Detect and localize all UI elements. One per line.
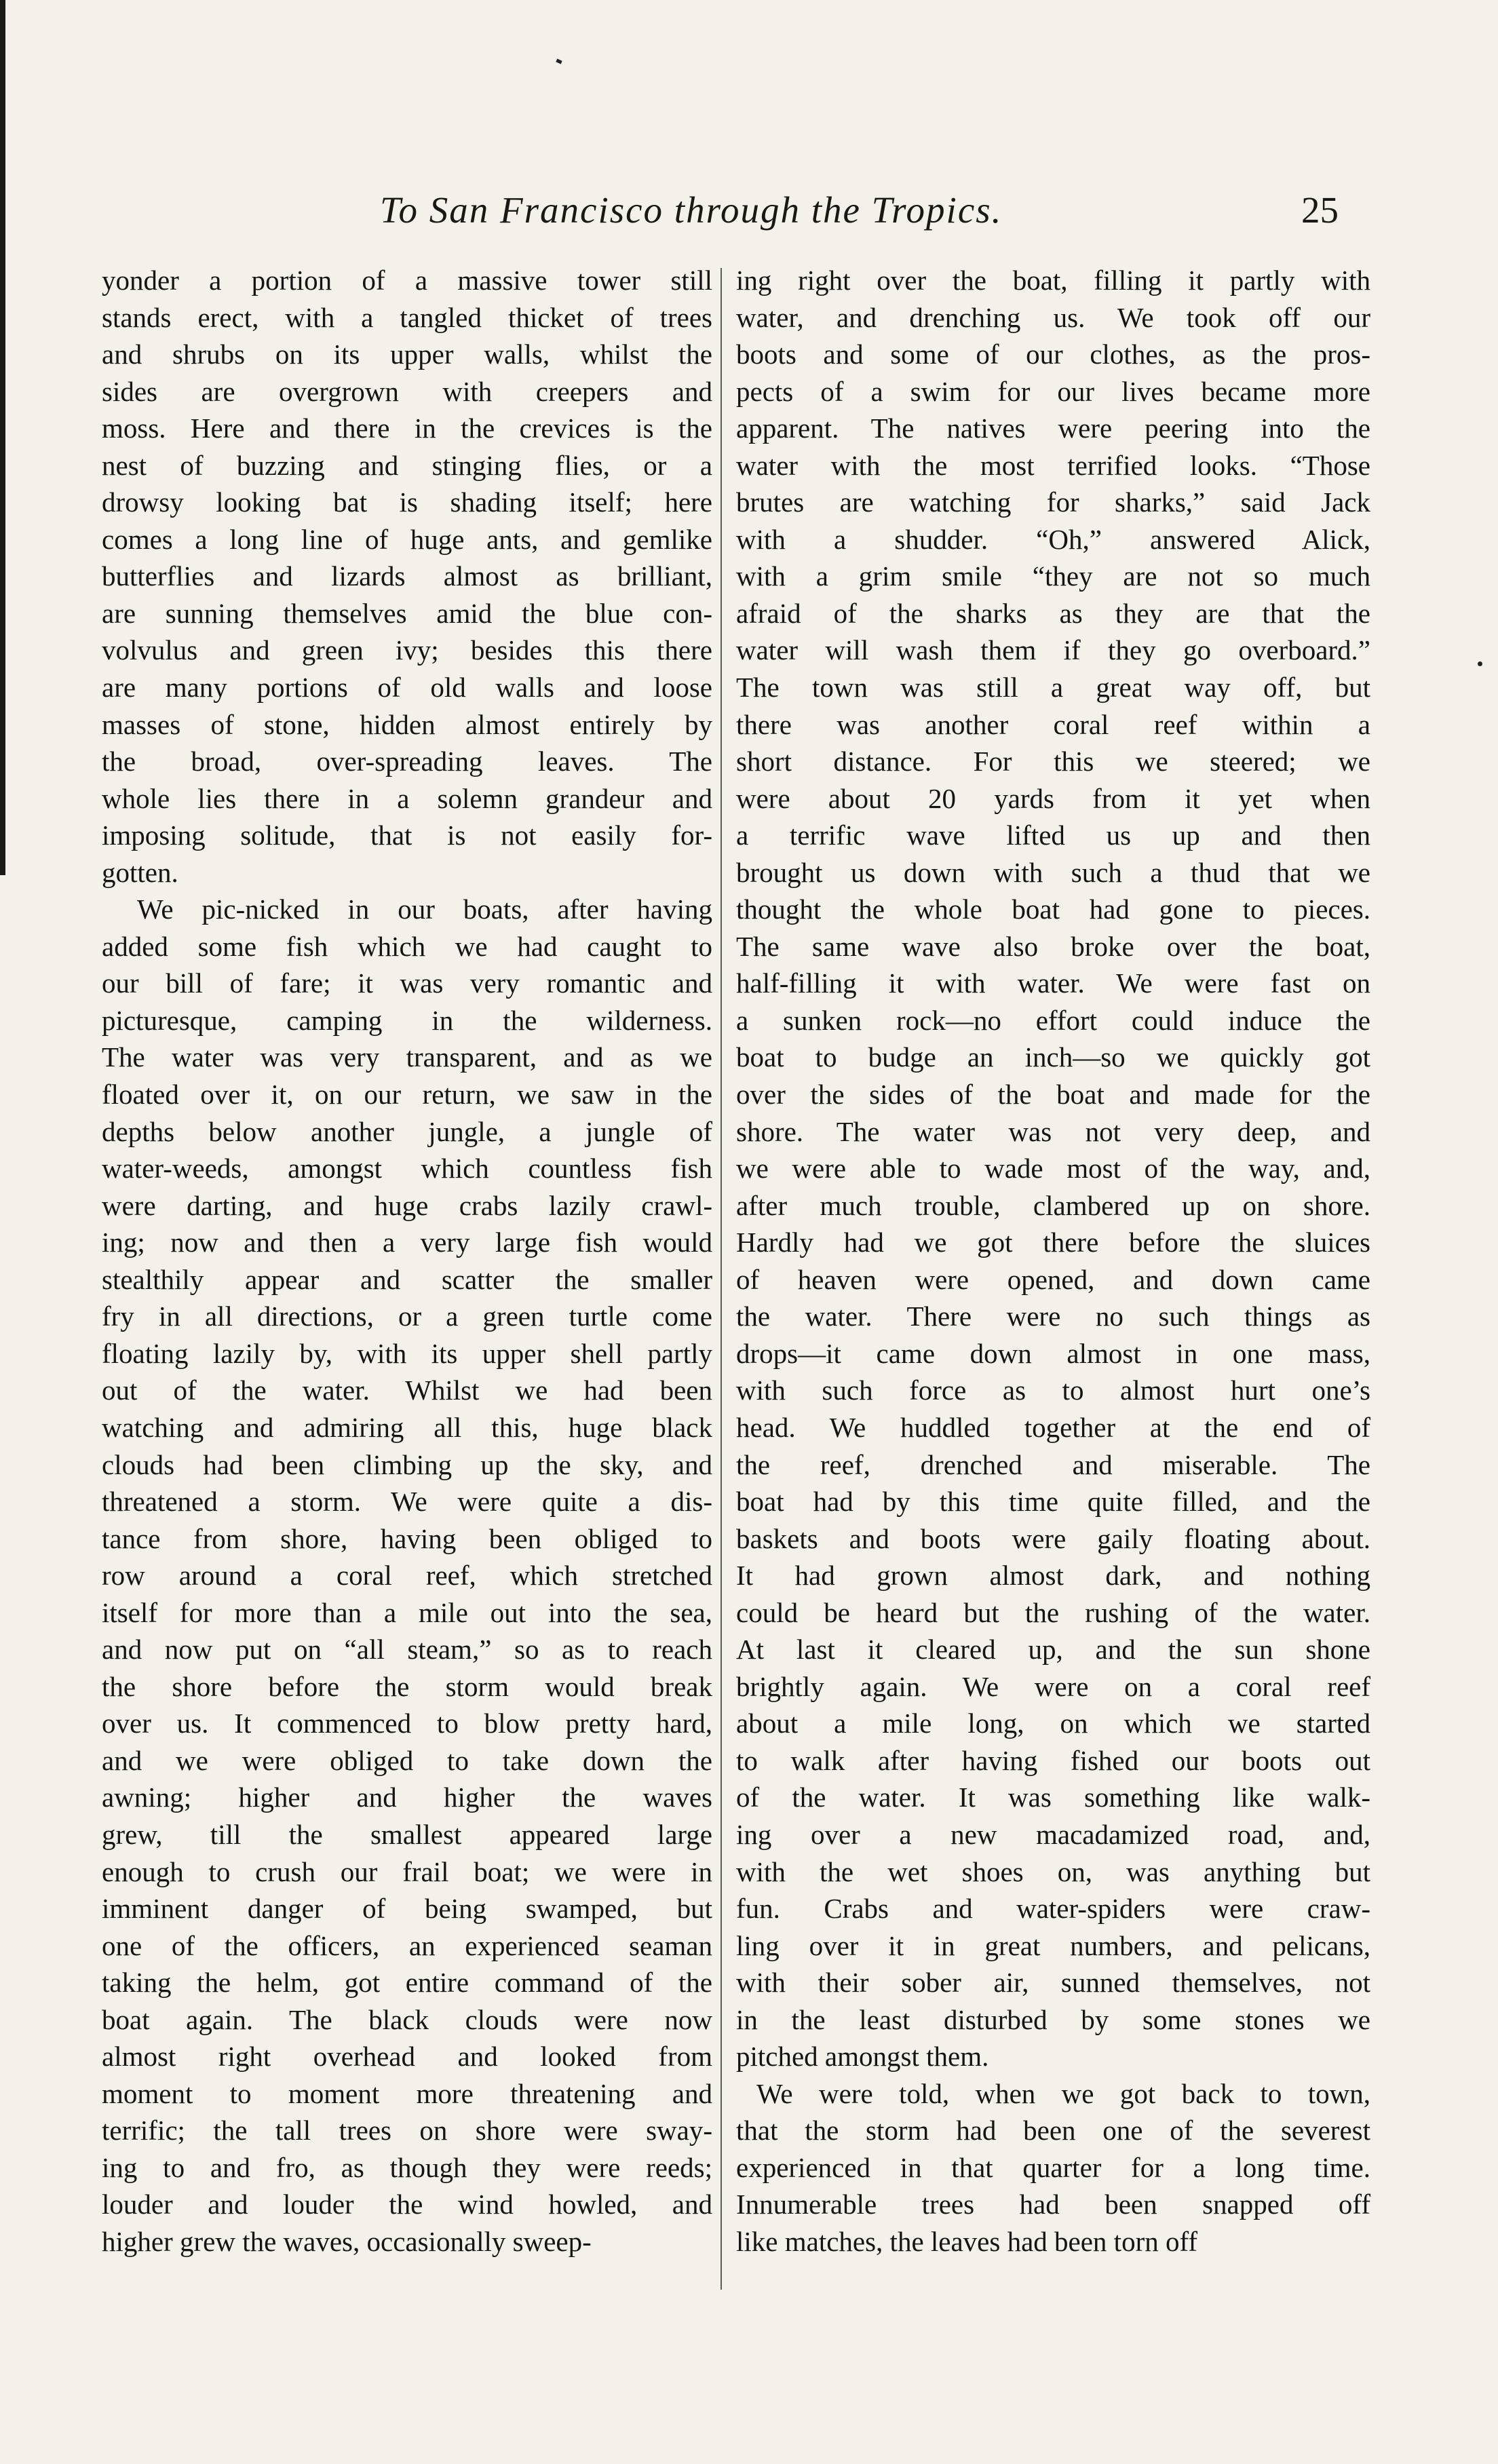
text-line: of the water. It was something like walk- — [736, 1782, 1370, 1813]
text-line: and now put on “all steam,” so as to reach — [102, 1634, 712, 1666]
text-line: itself for more than a mile out into the sea, — [102, 1596, 712, 1628]
ink-speck — [556, 59, 562, 64]
text-line: masses of stone, hidden almost entirely by — [102, 708, 712, 740]
text-line: picturesque, camping in the wilderness. — [102, 1004, 712, 1036]
text-line: were darting, and huge crabs lazily crawl- — [102, 1189, 712, 1221]
text-line: like matches, the leaves had been torn off — [736, 2225, 1198, 2257]
text-line: water with the most terrified looks. “Those — [736, 449, 1370, 481]
text-line: boots and some of our clothes, as the pros- — [736, 339, 1370, 370]
text-line: imminent danger of being swamped, but — [102, 1893, 712, 1925]
text-line: half-filling it with water. We were fast on — [736, 967, 1370, 999]
text-line: ing; now and then a very large fish would — [102, 1227, 712, 1258]
text-line: out of the water. Whilst we had been — [102, 1374, 712, 1406]
text-line: there was another coral reef within a — [736, 708, 1370, 740]
text-line: that the storm had been one of the severest — [736, 2115, 1370, 2147]
text-line: row around a coral reef, which stretched — [102, 1560, 712, 1592]
text-line: We were told, when we got back to town, — [756, 2077, 1370, 2109]
text-line: volvulus and green ivy; besides this there — [102, 634, 712, 666]
text-line: gotten. — [102, 856, 178, 888]
text-line: about a mile long, on which we started — [736, 1708, 1370, 1739]
text-line: brutes are watching for sharks,” said Jack — [736, 486, 1370, 518]
ink-speck — [1478, 661, 1482, 666]
text-line: nest of buzzing and stinging flies, or a — [102, 449, 712, 481]
text-line: thought the whole boat had gone to pieces. — [736, 893, 1370, 925]
text-line: are many portions of old walls and loose — [102, 672, 712, 704]
text-line: stands erect, with a tangled thicket of trees — [102, 301, 712, 333]
text-line: higher grew the waves, occasionally sweep- — [102, 2225, 592, 2257]
text-line: we were able to wade most of the way, and, — [736, 1153, 1370, 1185]
text-line: water-weeds, amongst which countless fish — [102, 1153, 712, 1185]
text-line: the reef, drenched and miserable. The — [736, 1448, 1370, 1480]
text-line: imposing solitude, that is not easily for- — [102, 820, 712, 851]
text-line: The water was very transparent, and as we — [102, 1041, 712, 1073]
text-line: stealthily appear and scatter the smaller — [102, 1263, 712, 1295]
text-line: sides are overgrown with creepers and — [102, 375, 712, 407]
text-line: The town was still a great way off, but — [736, 672, 1370, 704]
text-line: yonder a portion of a massive tower still — [102, 265, 712, 296]
text-line: Hardly had we got there before the sluices — [736, 1227, 1370, 1258]
text-line: the water. There were no such things as — [736, 1301, 1370, 1332]
text-line: enough to crush our frail boat; we were in — [102, 1855, 712, 1887]
text-line: grew, till the smallest appeared large — [102, 1818, 712, 1850]
text-line: in the least disturbed by some stones we — [736, 2003, 1370, 2035]
text-line: pitched amongst them. — [736, 2041, 989, 2073]
text-line: our bill of fare; it was very romantic and — [102, 967, 712, 999]
text-line: depths below another jungle, a jungle of — [102, 1115, 712, 1147]
text-line: The same wave also broke over the boat, — [736, 930, 1370, 962]
text-line: We pic-nicked in our boats, after having — [137, 893, 712, 925]
text-line: over us. It commenced to blow pretty hard, — [102, 1708, 712, 1739]
text-line: with a grim smile “they are not so much — [736, 560, 1370, 592]
text-line: with a shudder. “Oh,” answered Alick, — [736, 523, 1370, 555]
text-line: drops—it came down almost in one mass, — [736, 1337, 1370, 1369]
text-line: water will wash them if they go overboard.” — [736, 634, 1370, 666]
text-line: the shore before the storm would break — [102, 1670, 712, 1702]
text-line: pects of a swim for our lives became more — [736, 375, 1370, 407]
text-line: taking the helm, got entire command of the — [102, 1967, 712, 1999]
text-line: boat to budge an inch—so we quickly got — [736, 1041, 1370, 1073]
text-line: over the sides of the boat and made for the — [736, 1079, 1370, 1111]
text-line: brightly again. We were on a coral reef — [736, 1670, 1370, 1702]
text-line: with their sober air, sunned themselves, not — [736, 1967, 1370, 1999]
text-line: butterflies and lizards almost as brilliant, — [102, 560, 712, 592]
text-line: apparent. The natives were peering into the — [736, 412, 1370, 444]
running-head: To San Francisco through the Tropics. — [380, 189, 1003, 231]
text-line: louder and louder the wind howled, and — [102, 2189, 712, 2220]
text-line: boat had by this time quite filled, and the — [736, 1486, 1370, 1518]
text-line: after much trouble, clambered up on shore. — [736, 1189, 1370, 1221]
text-line: awning; higher and higher the waves — [102, 1782, 712, 1813]
text-line: fry in all directions, or a green turtle come — [102, 1301, 712, 1332]
text-line: terrific; the tall trees on shore were sway- — [102, 2115, 712, 2147]
text-line: Innumerable trees had been snapped off — [736, 2189, 1370, 2220]
text-line: one of the officers, an experienced seaman — [102, 1929, 712, 1961]
text-line: and shrubs on its upper walls, whilst the — [102, 339, 712, 370]
text-line: and we were obliged to take down the — [102, 1744, 712, 1776]
text-line: whole lies there in a solemn grandeur and — [102, 782, 712, 814]
text-line: of heaven were opened, and down came — [736, 1263, 1370, 1295]
text-line: are sunning themselves amid the blue con- — [102, 597, 712, 629]
text-line: afraid of the sharks as they are that the — [736, 597, 1370, 629]
page-edge-rule — [0, 0, 5, 875]
right-text-column — [736, 262, 1370, 2260]
text-line: the broad, over-spreading leaves. The — [102, 746, 712, 777]
text-line: a sunken rock—no effort could induce the — [736, 1004, 1370, 1036]
text-line: almost right overhead and looked from — [102, 2041, 712, 2073]
text-line: water, and drenching us. We took off our — [736, 301, 1370, 333]
text-line: moment to moment more threatening and — [102, 2077, 712, 2109]
text-line: to walk after having fished our boots out — [736, 1744, 1370, 1776]
text-line: added some fish which we had caught to — [102, 930, 712, 962]
text-line: with such force as to almost hurt one’s — [736, 1374, 1370, 1406]
page-number: 25 — [1301, 189, 1339, 231]
text-line: boat again. The black clouds were now — [102, 2003, 712, 2035]
text-line: It had grown almost dark, and nothing — [736, 1560, 1370, 1592]
text-line: experienced in that quarter for a long time. — [736, 2151, 1370, 2183]
text-line: comes a long line of huge ants, and gemlike — [102, 523, 712, 555]
column-divider — [721, 268, 723, 2290]
text-line: clouds had been climbing up the sky, and — [102, 1448, 712, 1480]
text-line: short distance. For this we steered; we — [736, 746, 1370, 777]
text-line: ling over it in great numbers, and pelicans, — [736, 1929, 1370, 1961]
text-line: moss. Here and there in the crevices is the — [102, 412, 712, 444]
text-line: baskets and boots were gaily floating about. — [736, 1522, 1370, 1554]
text-line: fun. Crabs and water-spiders were craw- — [736, 1893, 1370, 1925]
text-line: watching and admiring all this, huge black — [102, 1411, 712, 1443]
text-line: shore. The water was not very deep, and — [736, 1115, 1370, 1147]
text-line: tance from shore, having been obliged to — [102, 1522, 712, 1554]
text-line: floating lazily by, with its upper shell partly — [102, 1337, 712, 1369]
text-line: ing right over the boat, filling it partly with — [736, 265, 1370, 296]
text-line: a terrific wave lifted us up and then — [736, 820, 1370, 851]
text-line: with the wet shoes on, was anything but — [736, 1855, 1370, 1887]
text-line: drowsy looking bat is shading itself; here — [102, 486, 712, 518]
text-line: were about 20 yards from it yet when — [736, 782, 1370, 814]
text-line: brought us down with such a thud that we — [736, 856, 1370, 888]
text-line: head. We huddled together at the end of — [736, 1411, 1370, 1443]
text-line: ing to and fro, as though they were reeds; — [102, 2151, 712, 2183]
left-text-column — [102, 262, 712, 2260]
text-line: At last it cleared up, and the sun shone — [736, 1634, 1370, 1666]
text-line: could be heard but the rushing of the water. — [736, 1596, 1370, 1628]
text-line: threatened a storm. We were quite a dis- — [102, 1486, 712, 1518]
text-line: ing over a new macadamized road, and, — [736, 1818, 1370, 1850]
text-line: floated over it, on our return, we saw in the — [102, 1079, 712, 1111]
